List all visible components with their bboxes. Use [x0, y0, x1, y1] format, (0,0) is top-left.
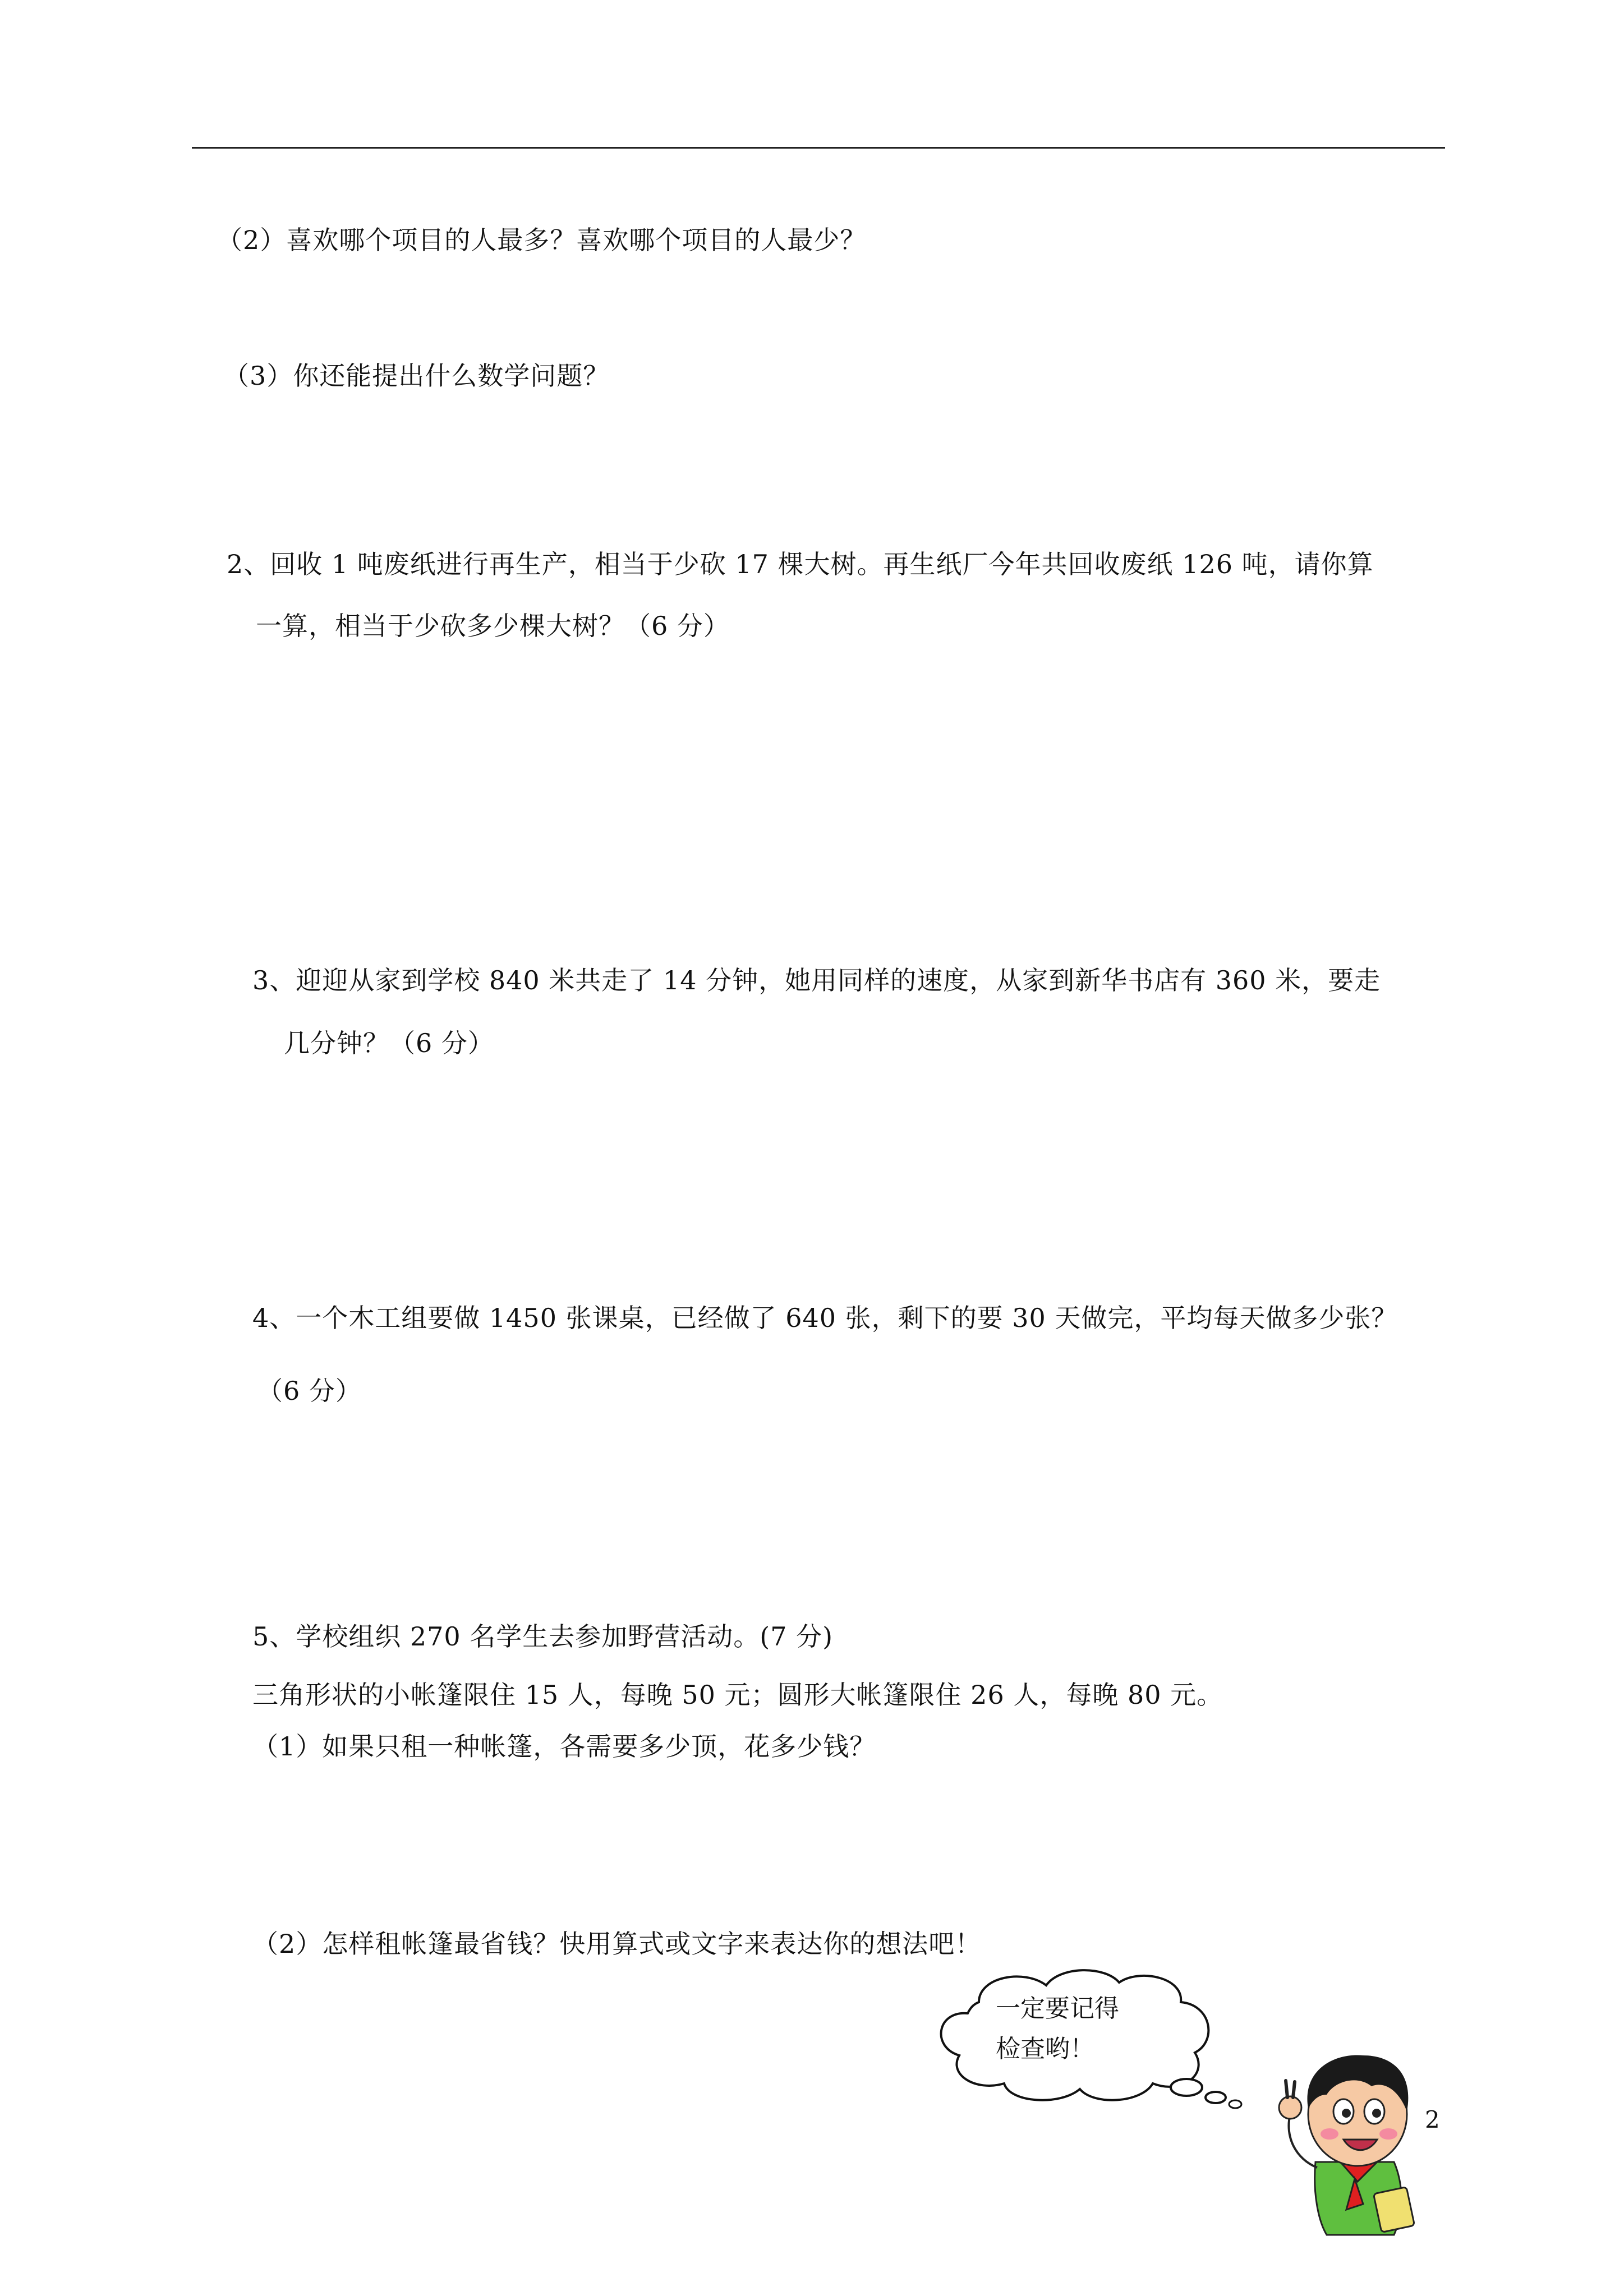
question-1-part-2: （2）喜欢哪个项目的人最多？喜欢哪个项目的人最少？: [217, 225, 867, 255]
bubble-line-2: 检查哟！: [996, 2035, 1094, 2063]
question-5-sub-1: （1）如果只租一种帐篷，各需要多少顶，花多少钱？: [252, 1731, 876, 1762]
question-5-line-2: 三角形状的小帐篷限住 15 人，每晚 50 元；圆形大帐篷限住 26 人，每晚 80 元。: [252, 1680, 1223, 1710]
question-3-line-1: 3、迎迎从家到学校 840 米共走了 14 分钟，她用同样的速度，从家到新华书店有 360 米，要走: [252, 965, 1381, 995]
question-3-line-2: 几分钟？（6 分）: [284, 1028, 494, 1058]
cartoon-boy-illustration: [1273, 2041, 1436, 2243]
question-4-line-2: （6 分）: [257, 1376, 362, 1406]
bubble-line-1: 一定要记得: [996, 1994, 1119, 2023]
question-4-line-1: 4、一个木工组要做 1450 张课桌，已经做了 640 张，剩下的要 30 天做完，平均每天做多少张？: [252, 1303, 1398, 1333]
page-number: 2: [1425, 2106, 1440, 2133]
question-5-line-1: 5、学校组织 270 名学生去参加野营活动。(7 分): [252, 1621, 834, 1652]
question-5-sub-2: （2）怎样租帐篷最省钱？快用算式或文字来表达你的想法吧！: [252, 1929, 982, 1959]
question-1-part-3: （3）你还能提出什么数学问题？: [223, 361, 610, 391]
header-rule: [192, 147, 1445, 149]
question-2-line-2: 一算，相当于少砍多少棵大树？（6 分）: [256, 611, 730, 641]
question-2-line-1: 2、回收 1 吨废纸进行再生产，相当于少砍 17 棵大树。再生纸厂今年共回收废纸 126 吨，请你算: [227, 549, 1374, 579]
